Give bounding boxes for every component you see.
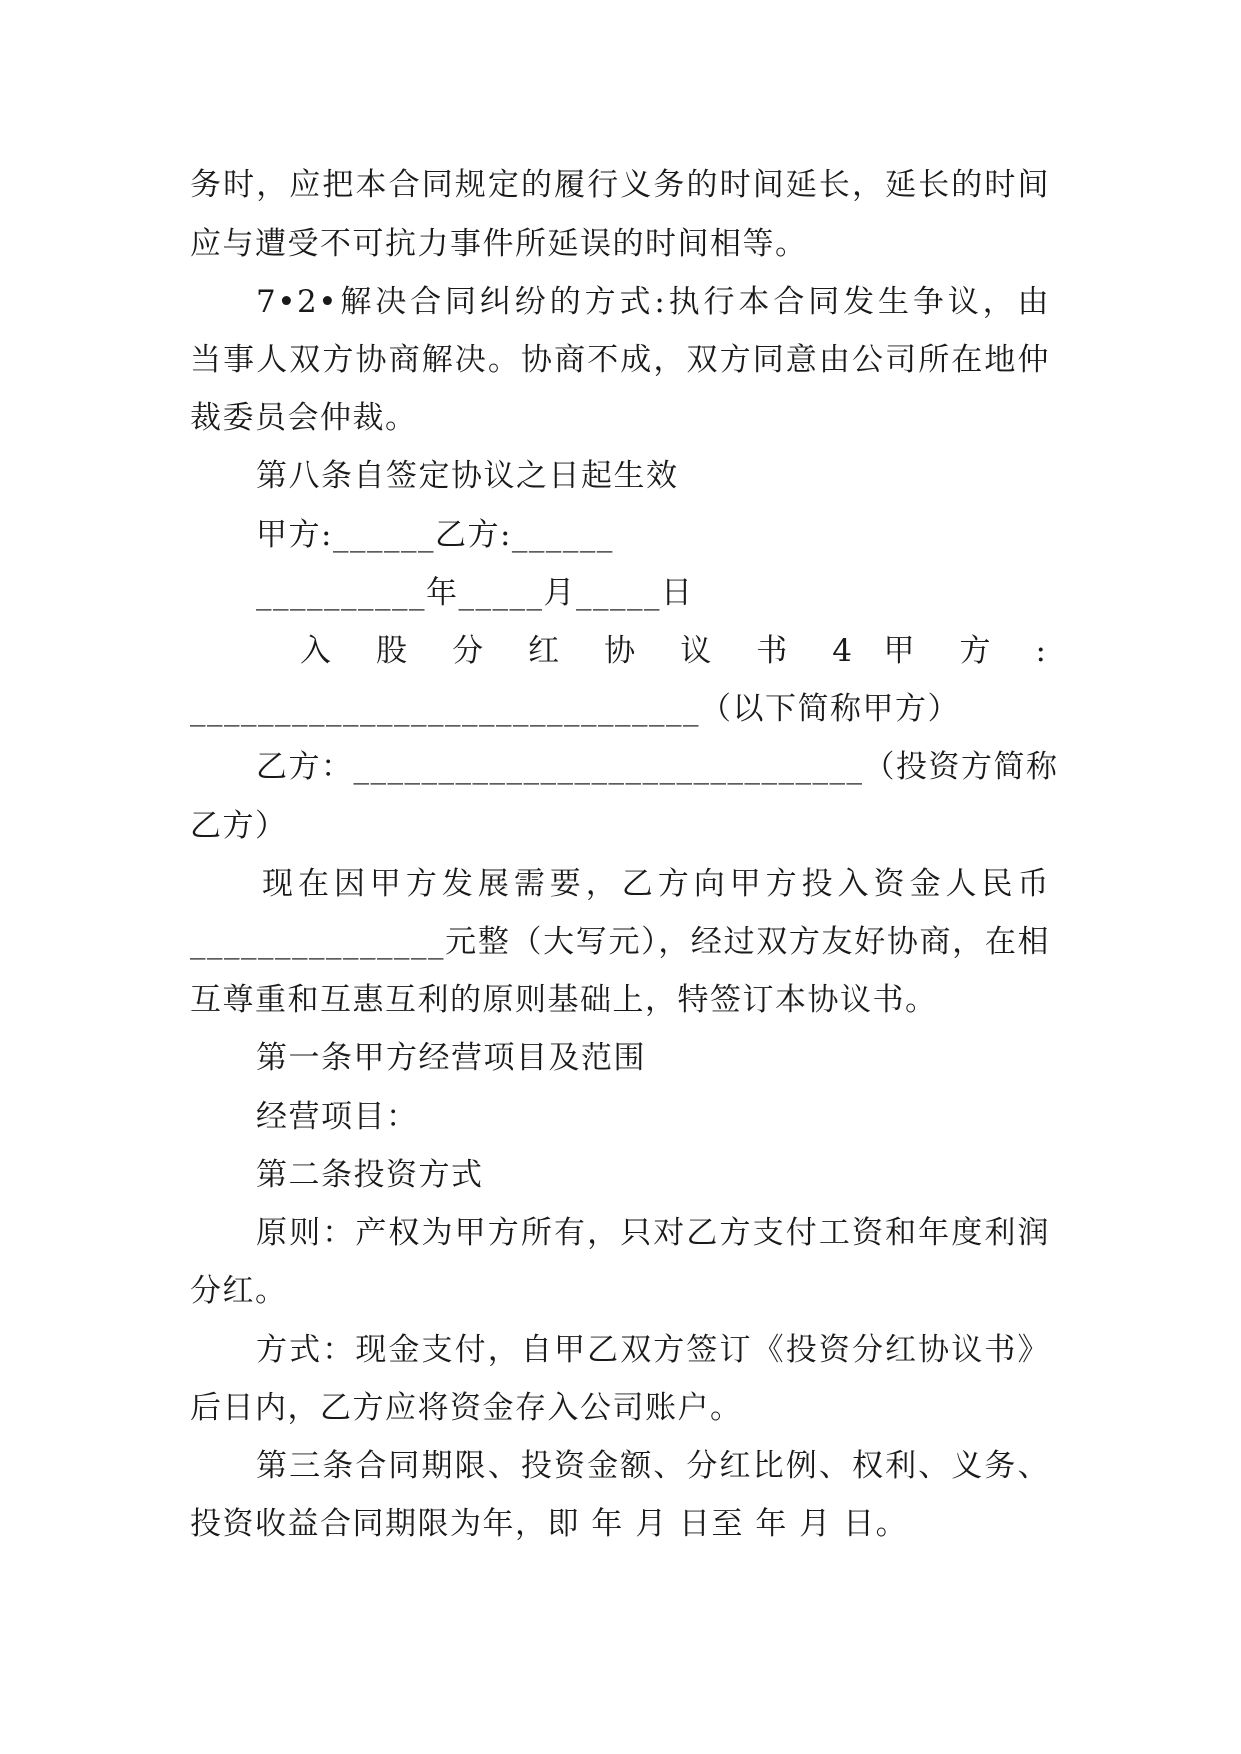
signature-parties-line: 甲方:______乙方:______ <box>256 517 614 553</box>
payment-method-line-2: 后日内，乙方应将资金存入公司账户。 <box>190 1390 743 1426</box>
article-8-heading: 第八条自签定协议之日起生效 <box>256 458 679 494</box>
party-b-line-2: 乙方） <box>190 808 288 844</box>
article-2-heading: 第二条投资方式 <box>256 1157 484 1193</box>
principle-line-2: 分红。 <box>190 1273 288 1309</box>
principle-line-1: 原则：产权为甲方所有，只对乙方支付工资和年度利润 <box>256 1215 1050 1251</box>
article-1-heading: 第一条甲方经营项目及范围 <box>256 1040 646 1076</box>
agreement-title-line: 入 股 分 红 协 议 书 4 甲 方 : <box>300 633 1050 669</box>
payment-method-line-1: 方式：现金支付，自甲乙双方签订《投资分红协议书》 <box>256 1332 1050 1368</box>
investment-paragraph-line-2: _______________元整（大写元），经过双方友好协商，在相 <box>190 924 1050 960</box>
party-a-line: ______________________________（以下简称甲方） <box>190 691 960 727</box>
article-3-heading-line-2: 投资收益合同期限为年，即 年 月 日至 年 月 日。 <box>190 1506 909 1542</box>
investment-paragraph-line-1: 现在因甲方发展需要，乙方向甲方投入资金人民币 <box>262 866 1050 902</box>
party-b-line-1: 乙方：______________________________（投资方简称 <box>256 749 1059 785</box>
article-3-heading-line-1: 第三条合同期限、投资金额、分红比例、权利、义务、 <box>256 1448 1050 1484</box>
investment-paragraph-line-3: 互尊重和互惠互利的原则基础上，特签订本协议书。 <box>190 982 938 1018</box>
clause-7-2-line-3: 裁委员会仲裁。 <box>190 400 418 436</box>
clause-7-2-line-1: 7•2•解决合同纠纷的方式:执行本合同发生争议，由 <box>256 284 1050 320</box>
paragraph-line-2: 应与遭受不可抗力事件所延误的时间相等。 <box>190 226 808 262</box>
business-items-label: 经营项目： <box>256 1099 419 1135</box>
clause-7-2-line-2: 当事人双方协商解决。协商不成，双方同意由公司所在地仲 <box>190 342 1050 378</box>
signature-date-line: __________年_____月_____日 <box>256 575 694 611</box>
paragraph-line-1: 务时，应把本合同规定的履行义务的时间延长，延长的时间 <box>190 167 1050 203</box>
